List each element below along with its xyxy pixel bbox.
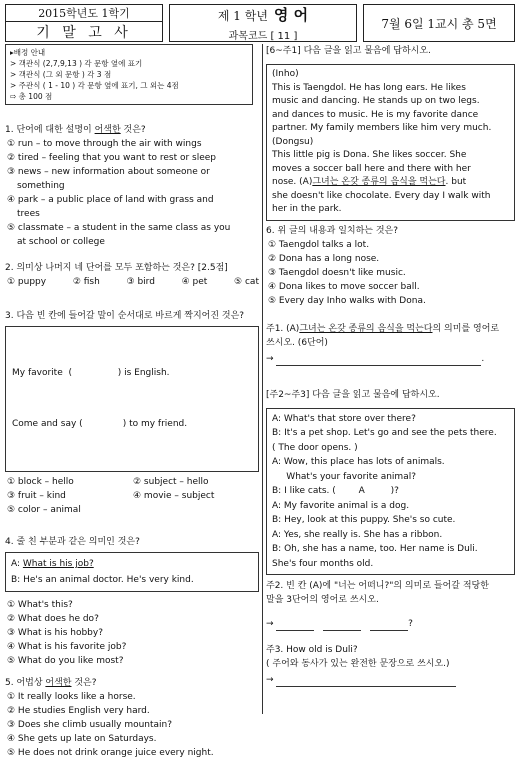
- option[interactable]: ③ bird: [126, 277, 155, 287]
- option[interactable]: ② Dona has a long nose.: [268, 253, 380, 264]
- passage-line: nose. (A)그녀는 온갖 종류의 음식을 먹는다. but: [272, 177, 467, 187]
- answer-blank-2[interactable]: [323, 620, 361, 631]
- passage-line: her in the park.: [272, 204, 342, 214]
- passage-2-box: [266, 408, 515, 576]
- question-2: [5, 261, 259, 289]
- option[interactable]: ① puppy: [7, 277, 47, 287]
- question-1: [5, 123, 259, 249]
- option-continued: trees: [17, 209, 40, 219]
- underlined-question: What is his job?: [22, 559, 94, 569]
- exam-header: [5, 4, 515, 42]
- option[interactable]: ② fish: [72, 277, 100, 287]
- dialogue-line: ( The door opens. ): [272, 442, 358, 453]
- passage-line: she doesn't like chocolate. Every day I walk with: [272, 190, 491, 201]
- subject-code: 과목코드 [ 11 ]: [228, 31, 298, 42]
- subjective-3-prompt: 주3. How old is Duli?: [266, 645, 358, 655]
- passage-line: partner. My family members like him very much.: [272, 123, 492, 133]
- option[interactable]: ② tired – feeling that you want to rest or sleep: [7, 153, 217, 163]
- option[interactable]: ① block – hello: [7, 477, 74, 487]
- exam-name: 기 말 고 사: [36, 25, 132, 41]
- option[interactable]: ① It really looks like a horse.: [7, 692, 136, 702]
- passage-line: This is Taengdol. He has long ears. He likes: [272, 82, 466, 93]
- option[interactable]: ⑤ color – animal: [7, 505, 81, 515]
- option[interactable]: ④ Dona likes to move soccer ball.: [268, 281, 420, 292]
- underlined-phrase-a: 그녀는 온갖 종류의 음식을 먹는다: [312, 177, 446, 187]
- option[interactable]: ⑤ classmate – a student in the same class as you: [7, 223, 231, 233]
- subjective-1: 주1. (A)그녀는 온갖 종류의 음식을 먹는다의 의미를 영어로 쓰시오. (6단어) → .: [266, 322, 515, 366]
- column-divider: [262, 44, 263, 714]
- info-line: ⇨ 총 100 점: [10, 92, 53, 101]
- dialogue-line: What's your favorite animal?: [272, 471, 416, 482]
- score-info-box: [5, 44, 253, 105]
- speaker-label: (Inho): [272, 69, 299, 79]
- passage-1-box: [266, 64, 515, 221]
- question-3-prompt: 3. 다음 빈 칸에 들어갈 말이 순서대로 바르게 짝지어진 것은?: [5, 311, 245, 321]
- passage-2-prompt: [주2~주3] 다음 글을 읽고 물음에 답하시오.: [266, 389, 440, 400]
- option-continued: at school or college: [17, 237, 105, 247]
- options-row: [5, 275, 259, 289]
- info-line: > 객관식 (그 외 문항 ) 각 3 점: [10, 70, 112, 79]
- answer-blank[interactable]: [276, 676, 456, 687]
- option[interactable]: ⑤ cat: [234, 277, 259, 287]
- question-4-box: A: What is his job? B: He's an animal doctor. He's very kind.: [5, 552, 259, 592]
- subjective-3: [266, 643, 515, 687]
- box-line: B: He's an animal doctor. He's very kind.: [11, 575, 194, 585]
- subjective-1-prompt: 주1. (A)그녀는 온갖 종류의 음식을 먹는다의 의미를 영어로: [266, 323, 500, 334]
- dialogue-line: A: What's that store over there?: [272, 413, 416, 424]
- passage-line: music and dancing. He stands up on two legs.: [272, 96, 480, 106]
- box-line: Come and say ( ) to my friend.: [12, 419, 188, 429]
- question-3: [5, 309, 259, 517]
- right-column: [266, 44, 515, 712]
- subjective-2-prompt-line2: 말을 3단어의 영어로 쓰시오.: [266, 595, 379, 605]
- option[interactable]: ③ fruit – kind: [7, 491, 66, 501]
- dialogue-line: B: Hey, look at this puppy. She's so cute.: [272, 515, 456, 525]
- passage-line: moves a soccer ball here and there with her: [272, 163, 471, 174]
- option[interactable]: ④ What is his favorite job?: [7, 642, 127, 652]
- option-continued: something: [17, 181, 65, 191]
- option[interactable]: ① What's this?: [7, 600, 73, 610]
- option[interactable]: ③ news – new information about someone or: [7, 167, 210, 177]
- subject-title: 영 어: [273, 6, 309, 24]
- option[interactable]: ③ What is his hobby?: [7, 628, 103, 638]
- answer-blank-3[interactable]: [370, 620, 408, 631]
- question-4-prompt: 4. 줄 친 부분과 같은 의미인 것은?: [5, 537, 140, 547]
- dialogue-line: A: Wow, this place has lots of animals.: [272, 457, 445, 467]
- dialogue-line: She's four months old.: [272, 558, 374, 569]
- year-term: 2015학년도 1학기: [6, 5, 162, 22]
- dialogue-line: B: It's a pet shop. Let's go and see the pets there.: [272, 428, 497, 438]
- question-5: [5, 676, 259, 760]
- option[interactable]: ② He studies English very hard.: [7, 706, 150, 716]
- dialogue-line: A: My favorite animal is a dog.: [272, 500, 410, 511]
- passage-1-prompt: [6~주1] 다음 글을 읽고 물음에 답하시오.: [266, 46, 431, 56]
- answer-arrow: →: [266, 619, 274, 629]
- subjective-3-prompt-line2: ( 주어와 동사가 있는 완전한 문장으로 쓰시오.): [266, 659, 450, 669]
- option[interactable]: ⑤ What do you like most?: [7, 656, 124, 666]
- date-info: 7월 6일 1교시 총 5면: [381, 16, 497, 31]
- question-5-prompt: 5. 어법상 어색한 것은?: [5, 678, 97, 688]
- info-line: > 객관식 (2,7,9,13 ) 각 문항 옆에 표기: [10, 59, 143, 68]
- question-3-box: [5, 326, 259, 472]
- subjective-2-prompt: 주2. 빈 칸 (A)에 "너는 어떠니?"의 의미로 들어갈 적당한: [266, 581, 489, 591]
- option[interactable]: ③ Taengdol doesn't like music.: [268, 267, 406, 278]
- info-line: ▸배정 안내: [10, 48, 46, 57]
- subjective-1-prompt-line2: 쓰시오. (6단어): [266, 337, 328, 348]
- dialogue-line: A: Yes, she really is. She has a ribbon.: [272, 529, 443, 540]
- option[interactable]: ④ She gets up late on Saturdays.: [7, 734, 157, 744]
- option[interactable]: ⑤ Every day Inho walks with Dona.: [268, 295, 426, 306]
- option[interactable]: ④ movie – subject: [133, 491, 215, 501]
- speaker-label: (Dongsu): [272, 136, 314, 147]
- subjective-2: [266, 579, 515, 631]
- grade-label: 제 1 학년: [217, 9, 268, 23]
- dialogue-line: B: I like cats. ( A )?: [272, 486, 399, 496]
- subject-box: [169, 4, 357, 42]
- option[interactable]: ② What does he do?: [7, 614, 99, 624]
- question-2-prompt: 2. 의미상 나머지 네 단어를 모두 포함하는 것은? [2.5점]: [5, 263, 228, 273]
- answer-blank-1[interactable]: [276, 620, 314, 631]
- passage-line: and dances to music. He is my favorite dance: [272, 109, 479, 120]
- dialogue-line: B: Oh, she has a name, too. Her name is Duli.: [272, 544, 478, 554]
- question-6: [266, 224, 515, 308]
- info-line: > 주관식 ( 1 - 10 ) 각 문항 옆에 표기, 그 외는 4점: [10, 81, 179, 90]
- option[interactable]: ⑤ He does not drink orange juice every night.: [7, 748, 214, 758]
- option[interactable]: ① run – to move through the air with wings: [7, 139, 202, 149]
- option[interactable]: ① Taengdol talks a lot.: [268, 239, 370, 250]
- left-column: [5, 44, 259, 758]
- option[interactable]: ② subject – hello: [133, 477, 209, 487]
- option[interactable]: ③ Does she climb usually mountain?: [7, 720, 173, 730]
- question-mark: ?: [408, 619, 413, 629]
- term-box: [5, 4, 163, 42]
- answer-arrow: →: [266, 675, 274, 685]
- box-line: My favorite ( ) is English.: [12, 368, 170, 378]
- option[interactable]: ④ park – a public place of land with grass and: [7, 195, 214, 205]
- answer-arrow: →: [266, 353, 274, 364]
- answer-blank[interactable]: [276, 355, 481, 366]
- question-1-prompt: 1. 단어에 대한 설명이 어색한 것은?: [5, 125, 146, 135]
- question-4: [5, 535, 259, 668]
- option[interactable]: ④ pet: [181, 277, 208, 287]
- date-box: [363, 4, 515, 42]
- passage-line: This little pig is Dona. She likes soccer. She: [272, 150, 467, 160]
- question-6-prompt: 6. 위 글의 내용과 일치하는 것은?: [266, 225, 398, 236]
